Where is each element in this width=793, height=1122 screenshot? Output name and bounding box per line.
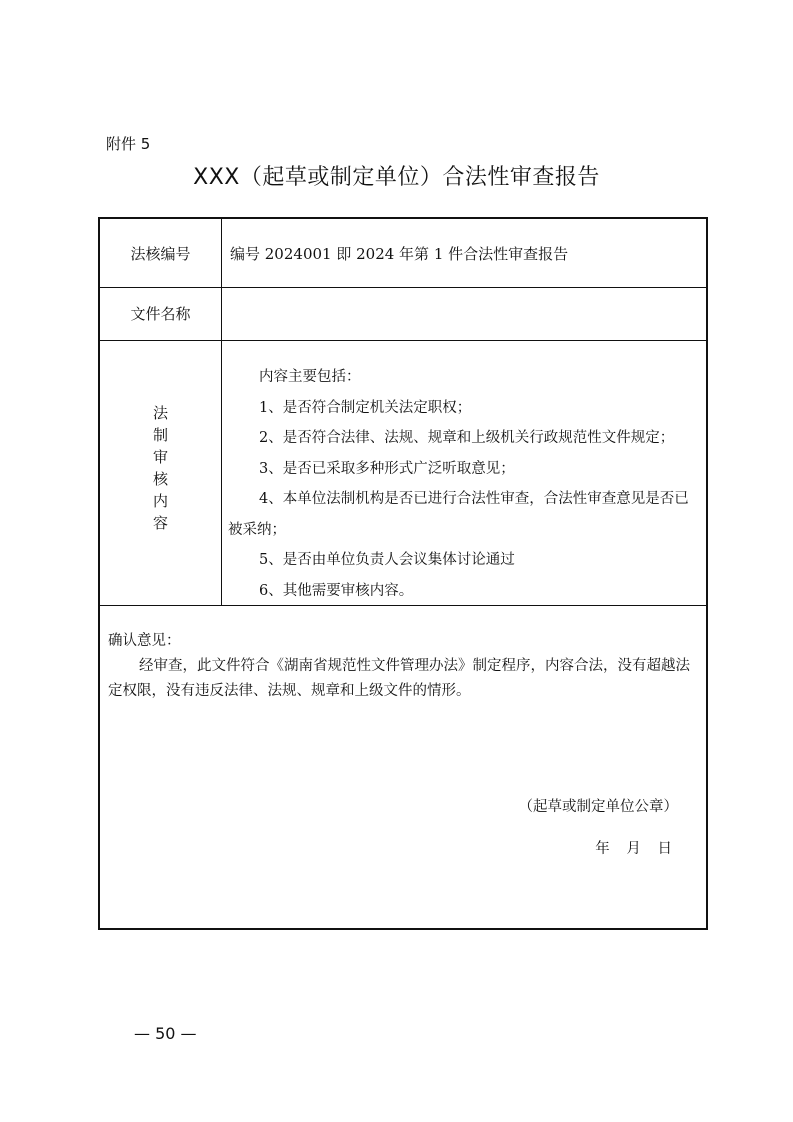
row-divider [100, 340, 706, 341]
page-number: — 50 — [134, 1024, 197, 1043]
review-content-label: 法制审核内容 [151, 405, 169, 537]
row-divider [100, 287, 706, 288]
date-line: 年 月 日 [595, 841, 672, 857]
review-report-table [98, 217, 708, 930]
review-content-list [228, 362, 702, 606]
list-item: 3、是否已采取多种形式广泛听取意见； [259, 460, 515, 477]
review-content-intro: 内容主要包括： [259, 369, 361, 385]
list-item: 5、是否由单位负责人会议集体讨论通过 [259, 552, 515, 568]
list-item: 6、其他需要审核内容。 [259, 582, 414, 599]
case-number-label: 法核编号 [130, 245, 191, 263]
list-item: 1、是否符合制定机关法定职权； [259, 399, 472, 416]
list-item: 4、本单位法制机构是否已进行合法性审查，合法性审查意见是否已被采纳； [228, 491, 689, 538]
column-divider [221, 219, 222, 605]
confirmation-text: 经审查，此文件符合《湖南省规范性文件管理办法》制定程序，内容合法，没有超越法定权限，没有违反法律、法规、规章和上级文件的情形。 [108, 658, 690, 699]
list-item: 2、是否符合法律、法规、规章和上级机关行政规范性文件规定； [259, 430, 675, 446]
confirmation-heading: 确认意见： [108, 633, 181, 649]
confirmation-section [108, 629, 702, 704]
official-seal-text: （起草或制定单位公章） [518, 799, 678, 815]
attachment-label: 附件 5 [106, 135, 151, 153]
document-name-label: 文件名称 [130, 305, 191, 323]
case-number-value: 编号 2024001 即 2024 年第 1 件合法性审查报告 [230, 245, 569, 263]
page-title: XXX（起草或制定单位）合法性审查报告 [193, 165, 600, 190]
